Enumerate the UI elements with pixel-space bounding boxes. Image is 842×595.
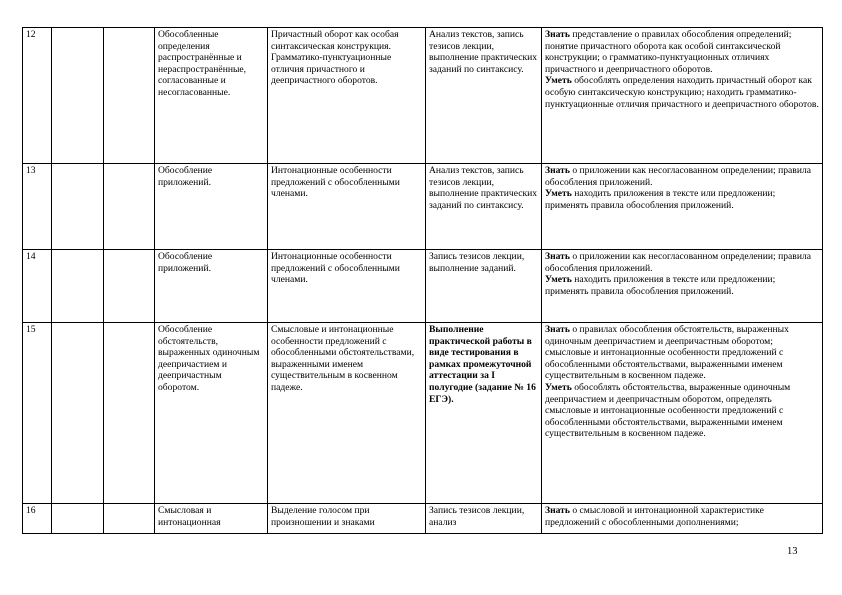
activity-type: Анализ текстов, запись тезисов лекции, выполнение практических заданий по синтаксису. [426, 164, 542, 250]
empty-cell [104, 28, 155, 164]
lesson-number: 15 [23, 323, 52, 504]
table-row [23, 28, 823, 164]
lesson-content: Интонационные особенности предложений с обособленными членами. [268, 164, 426, 250]
know-text: представление о правилах обособления определений; понятие причастного оборота как особой синтаксической конструкции; о грамматико-пунктуационных отличиях причастного и деепричастного оборотов. [545, 29, 792, 75]
empty-cell [52, 323, 104, 504]
know-text: о приложении как несогласованном определении; правила обособления приложений. [545, 251, 811, 274]
can-label: Уметь [545, 274, 572, 286]
lesson-content: Выделение голосом при произношении и знаками [268, 504, 426, 534]
lesson-content: Смысловые и интонационные особенности предложений с обособленными обстоятельствами, выраженными именем существительным в косвенном падеже. [268, 323, 426, 504]
activity-type: Запись тезисов лекции, анализ [426, 504, 542, 534]
activity-type: Анализ текстов, запись тезисов лекции, выполнение практических заданий по синтаксису. [426, 28, 542, 164]
can-text: обособлять обстоятельства, выраженные одиночным деепричастием и деепричастным оборотом, определять смысловые и интонационные особенности предложений с обособленными обстоятельствами, выраженными именем существительным в косвенном падеже. [545, 381, 791, 440]
lesson-plan-table [22, 27, 823, 534]
learning-outcomes [542, 28, 823, 164]
learning-outcomes [542, 164, 823, 250]
lesson-topic: Обособление приложений. [155, 164, 268, 250]
table-row [23, 250, 823, 323]
know-label: Знать [545, 505, 570, 516]
empty-cell [52, 250, 104, 323]
can-text: находить приложения в тексте или предложении; применять правила обособления приложений. [545, 188, 776, 211]
can-text: находить приложения в тексте или предложении; применять правила обособления приложений. [545, 274, 776, 297]
table-row [23, 504, 823, 534]
learning-outcomes [542, 250, 823, 323]
page-number: 13 [787, 546, 798, 557]
can-text: обособлять определения находить причастный оборот как особую синтаксическую конструкцию; находить грамматико-пунктуационные отличия причастного и деепричастного оборотов. [545, 75, 819, 110]
can-label: Уметь [545, 188, 572, 200]
empty-cell [52, 504, 104, 534]
lesson-topic: Обособление приложений. [155, 250, 268, 323]
activity-type: Запись тезисов лекции, выполнение заданий. [426, 250, 542, 323]
can-label: Уметь [545, 381, 572, 393]
table-row [23, 164, 823, 250]
know-label: Знать [545, 29, 570, 40]
empty-cell [52, 28, 104, 164]
lesson-content: Причастный оборот как особая синтаксическая конструкция. Грамматико-пунктуационные отличия причастного и деепричастного оборотов. [268, 28, 426, 164]
activity-type: Выполнение практической работы в виде тестирования в рамках промежуточной аттестации за I полугодие (задание № 16 ЕГЭ). [426, 323, 542, 504]
lesson-topic: Обособление обстоятельств, выраженных одиночным деепричастием и деепричастным оборотом. [155, 323, 268, 504]
lesson-number: 14 [23, 250, 52, 323]
lesson-number: 12 [23, 28, 52, 164]
lesson-topic: Смысловая и интонационная [155, 504, 268, 534]
lesson-number: 16 [23, 504, 52, 534]
empty-cell [104, 504, 155, 534]
know-label: Знать [545, 251, 570, 262]
table-row [23, 323, 823, 504]
lesson-content: Интонационные особенности предложений с обособленными членами. [268, 250, 426, 323]
empty-cell [52, 164, 104, 250]
know-text: о правилах обособления обстоятельств, выраженных одиночным деепричастием и деепричастным оборотом; смысловые и интонационные особенности предложений с обособленными обстоятельствами, выраженными именем существительным в косвенном падеже. [545, 324, 789, 382]
know-label: Знать [545, 165, 570, 176]
learning-outcomes [542, 323, 823, 504]
know-label: Знать [545, 324, 570, 335]
empty-cell [104, 323, 155, 504]
lesson-number: 13 [23, 164, 52, 250]
know-text: о приложении как несогласованном определении; правила обособления приложений. [545, 165, 811, 188]
learning-outcomes [542, 504, 823, 534]
know-text: о смысловой и интонационной характеристике предложений с обособленными дополнениями; [545, 505, 764, 528]
empty-cell [104, 250, 155, 323]
can-label: Уметь [545, 75, 572, 87]
lesson-topic: Обособленные определения распространённые и нераспространённые, согласованные и несогласованные. [155, 28, 268, 164]
empty-cell [104, 164, 155, 250]
